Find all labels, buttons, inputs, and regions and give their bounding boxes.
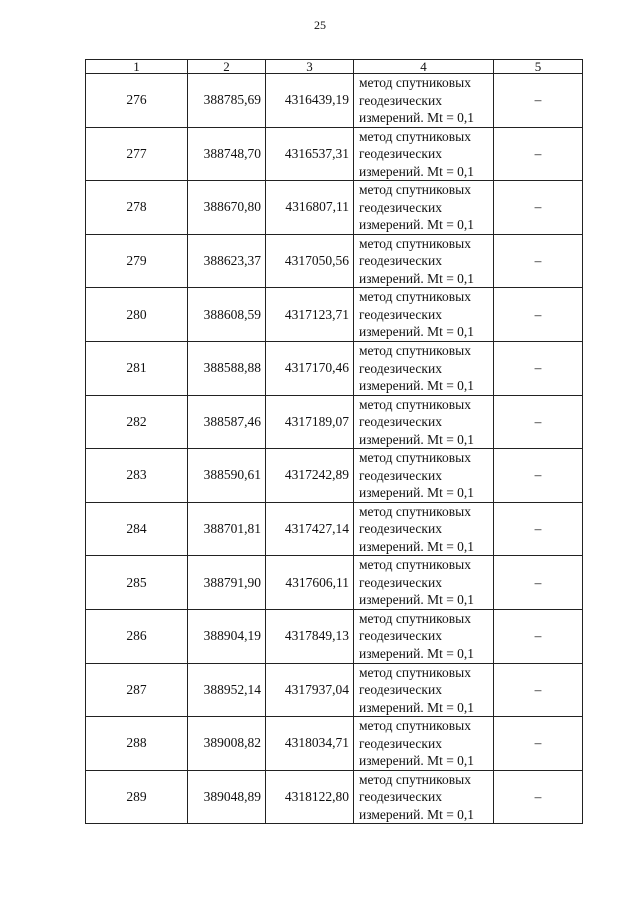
method-line: измерений. Mt = 0,1	[359, 431, 475, 447]
column-5-cell: –	[494, 181, 583, 235]
method-line: измерений. Mt = 0,1	[359, 592, 475, 608]
method-line: метод спутниковых	[359, 128, 471, 144]
method-line: метод спутниковых	[359, 450, 471, 466]
column-header-3: 3	[266, 60, 354, 74]
x-coordinate-cell: 388904,19	[188, 609, 266, 663]
method-line: геодезических	[359, 414, 442, 430]
column-header-2: 2	[188, 60, 266, 74]
x-coordinate-cell: 388590,61	[188, 449, 266, 503]
table-row	[86, 74, 583, 128]
method-line: геодезических	[359, 574, 442, 590]
method-cell	[354, 556, 494, 610]
method-line: измерений. Mt = 0,1	[359, 163, 475, 179]
x-coordinate-cell: 388952,14	[188, 663, 266, 717]
method-line: геодезических	[359, 467, 442, 483]
point-number-cell: 287	[86, 663, 188, 717]
column-header-4: 4	[354, 60, 494, 74]
x-coordinate-cell: 388608,59	[188, 288, 266, 342]
column-header-1: 1	[86, 60, 188, 74]
method-line: измерений. Mt = 0,1	[359, 217, 475, 233]
point-number-cell: 281	[86, 341, 188, 395]
x-coordinate-cell: 388785,69	[188, 74, 266, 128]
point-number-cell: 289	[86, 770, 188, 824]
method-cell	[354, 181, 494, 235]
method-line: измерений. Mt = 0,1	[359, 699, 475, 715]
method-line: измерений. Mt = 0,1	[359, 485, 475, 501]
y-coordinate-cell: 4318122,80	[266, 770, 354, 824]
method-line: геодезических	[359, 682, 442, 698]
y-coordinate-cell: 4316807,11	[266, 181, 354, 235]
method-line: геодезических	[359, 360, 442, 376]
x-coordinate-cell: 388791,90	[188, 556, 266, 610]
table-body	[86, 60, 583, 824]
point-number-cell: 280	[86, 288, 188, 342]
column-5-cell: –	[494, 234, 583, 288]
point-number-cell: 276	[86, 74, 188, 128]
method-line: геодезических	[359, 199, 442, 215]
method-line: измерений. Mt = 0,1	[359, 110, 475, 126]
method-line: метод спутниковых	[359, 557, 471, 573]
x-coordinate-cell: 388623,37	[188, 234, 266, 288]
table-row	[86, 341, 583, 395]
table-row	[86, 663, 583, 717]
x-coordinate-cell: 388587,46	[188, 395, 266, 449]
method-cell	[354, 663, 494, 717]
x-coordinate-cell: 389048,89	[188, 770, 266, 824]
column-5-cell: –	[494, 717, 583, 771]
method-line: геодезических	[359, 628, 442, 644]
table-row	[86, 449, 583, 503]
table-row	[86, 395, 583, 449]
column-5-cell: –	[494, 288, 583, 342]
method-line: измерений. Mt = 0,1	[359, 806, 475, 822]
table-header-row	[86, 60, 583, 74]
method-line: метод спутниковых	[359, 182, 471, 198]
y-coordinate-cell: 4316439,19	[266, 74, 354, 128]
method-cell	[354, 609, 494, 663]
method-line: метод спутниковых	[359, 718, 471, 734]
y-coordinate-cell: 4318034,71	[266, 717, 354, 771]
table-row	[86, 770, 583, 824]
method-line: метод спутниковых	[359, 396, 471, 412]
column-5-cell: –	[494, 663, 583, 717]
y-coordinate-cell: 4317606,11	[266, 556, 354, 610]
point-number-cell: 283	[86, 449, 188, 503]
method-line: геодезических	[359, 789, 442, 805]
column-5-cell: –	[494, 502, 583, 556]
column-5-cell: –	[494, 127, 583, 181]
y-coordinate-cell: 4317123,71	[266, 288, 354, 342]
column-5-cell: –	[494, 395, 583, 449]
x-coordinate-cell: 388588,88	[188, 341, 266, 395]
table-row	[86, 181, 583, 235]
method-line: геодезических	[359, 521, 442, 537]
point-number-cell: 285	[86, 556, 188, 610]
coordinates-table	[85, 59, 583, 824]
point-number-cell: 278	[86, 181, 188, 235]
method-line: измерений. Mt = 0,1	[359, 378, 475, 394]
column-5-cell: –	[494, 341, 583, 395]
point-number-cell: 282	[86, 395, 188, 449]
y-coordinate-cell: 4317849,13	[266, 609, 354, 663]
method-line: метод спутниковых	[359, 75, 471, 91]
column-header-5: 5	[494, 60, 583, 74]
method-line: метод спутниковых	[359, 235, 471, 251]
method-line: измерений. Mt = 0,1	[359, 538, 475, 554]
method-cell	[354, 74, 494, 128]
method-line: метод спутниковых	[359, 771, 471, 787]
method-line: метод спутниковых	[359, 503, 471, 519]
column-5-cell: –	[494, 770, 583, 824]
method-line: метод спутниковых	[359, 664, 471, 680]
y-coordinate-cell: 4317427,14	[266, 502, 354, 556]
method-cell	[354, 341, 494, 395]
table-row	[86, 609, 583, 663]
method-cell	[354, 234, 494, 288]
method-cell	[354, 449, 494, 503]
method-cell	[354, 288, 494, 342]
table-row	[86, 127, 583, 181]
method-line: измерений. Mt = 0,1	[359, 753, 475, 769]
point-number-cell: 286	[86, 609, 188, 663]
x-coordinate-cell: 388701,81	[188, 502, 266, 556]
page-number: 25	[314, 18, 326, 32]
x-coordinate-cell: 388670,80	[188, 181, 266, 235]
point-number-cell: 277	[86, 127, 188, 181]
method-line: измерений. Mt = 0,1	[359, 324, 475, 340]
method-cell	[354, 717, 494, 771]
column-5-cell: –	[494, 609, 583, 663]
method-line: метод спутниковых	[359, 610, 471, 626]
method-line: геодезических	[359, 253, 442, 269]
method-line: геодезических	[359, 146, 442, 162]
point-number-cell: 288	[86, 717, 188, 771]
table-row	[86, 556, 583, 610]
y-coordinate-cell: 4317050,56	[266, 234, 354, 288]
table-row	[86, 502, 583, 556]
method-line: метод спутниковых	[359, 289, 471, 305]
column-5-cell: –	[494, 74, 583, 128]
method-cell	[354, 770, 494, 824]
method-line: измерений. Mt = 0,1	[359, 645, 475, 661]
x-coordinate-cell: 389008,82	[188, 717, 266, 771]
method-cell	[354, 127, 494, 181]
method-cell	[354, 395, 494, 449]
method-line: измерений. Mt = 0,1	[359, 270, 475, 286]
table-row	[86, 288, 583, 342]
method-line: метод спутниковых	[359, 343, 471, 359]
method-cell	[354, 502, 494, 556]
y-coordinate-cell: 4317170,46	[266, 341, 354, 395]
method-line: геодезических	[359, 92, 442, 108]
y-coordinate-cell: 4317242,89	[266, 449, 354, 503]
y-coordinate-cell: 4317937,04	[266, 663, 354, 717]
y-coordinate-cell: 4317189,07	[266, 395, 354, 449]
x-coordinate-cell: 388748,70	[188, 127, 266, 181]
method-line: геодезических	[359, 306, 442, 322]
y-coordinate-cell: 4316537,31	[266, 127, 354, 181]
table-row	[86, 234, 583, 288]
table-row	[86, 717, 583, 771]
column-5-cell: –	[494, 556, 583, 610]
point-number-cell: 279	[86, 234, 188, 288]
method-line: геодезических	[359, 735, 442, 751]
point-number-cell: 284	[86, 502, 188, 556]
column-5-cell: –	[494, 449, 583, 503]
